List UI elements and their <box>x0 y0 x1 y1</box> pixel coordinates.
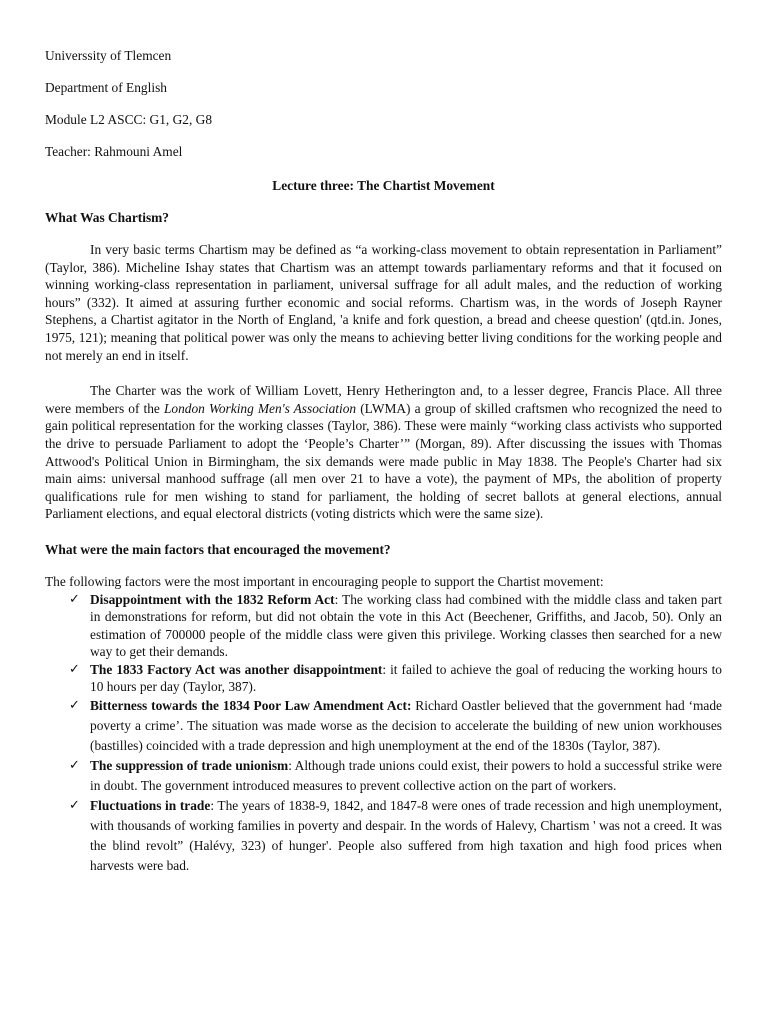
factor-text: : The years of 1838-9, 1842, and 1847-8 were ones of trade recession and high unemployment, with thousands of working families in poverty and despair. In the words of Halevy, Chartism ' was not a creed. It was the blind revolt” (Halévy, 323) of hunger'. People also suffered from high taxation and high food prices when harvests were bad. <box>90 798 722 874</box>
factors-list <box>45 591 722 877</box>
factor-title: The suppression of trade unionism <box>90 758 289 774</box>
department-name: Department of English <box>45 80 167 95</box>
section-heading-factors: What were the main factors that encouraged the movement? <box>45 541 391 557</box>
factor-title: Disappointment with the 1832 Reform Act <box>90 591 335 607</box>
factor-text: : Although trade unions could exist, their powers to hold a successful strike were in doubt. The government introduced measures to prevent collective action on the part of workers. <box>90 758 722 794</box>
list-item <box>45 661 722 696</box>
factor-text: Richard Oastler believed that the government had ‘made poverty a crime’. The situation was made worse as the decision to accelerate the building of new union workhouses (bastilles) coincided with a trade depression and high unemployment at the end of the 1830s (Taylor, 387). <box>90 698 722 754</box>
checkmark-icon: ✓ <box>69 798 80 814</box>
checkmark-icon: ✓ <box>69 698 80 714</box>
paragraph-charter <box>45 382 722 523</box>
list-item <box>45 696 722 756</box>
checkmark-icon: ✓ <box>69 758 80 774</box>
list-item <box>45 591 722 661</box>
list-item <box>45 796 722 876</box>
paragraph-charter-part1: The Charter was the work of William Lovett, Henry Hetherington and, to a lesser degree, Francis Place. All three were members of the <box>45 383 722 416</box>
module-line: Module L2 ASCC: G1, G2, G8 <box>45 112 213 127</box>
section-heading-chartism: What Was Chartism? <box>45 210 169 225</box>
document-page <box>45 47 722 876</box>
paragraph-definition: In very basic terms Chartism may be defined as “a working-class movement to obtain representation in Parliament” (Taylor, 386). Micheline Ishay states that Chartism was an attempt towards parliamentary reforms and that it focused on winning working-class representation in parliament, universal suffrage for all adult males, and the reduction of working hours” (332). It aimed at assuring further economic and social reforms. Chartism was, in the words of Joseph Rayner Stephens, a Chartist agitator in the North of England, 'a knife and fork question, a bread and cheese question' (qtd.in. Jones, 1975, 121); meaning that political power was only the means to achieving better living conditions for the working people and not merely an end in itself. <box>45 242 722 363</box>
list-item <box>45 756 722 796</box>
checkmark-icon: ✓ <box>69 661 80 677</box>
teacher-line: Teacher: Rahmouni Amel <box>45 144 183 159</box>
university-name: Universsity of Tlemcen <box>45 48 172 63</box>
checkmark-icon: ✓ <box>69 591 80 607</box>
factor-title: The 1833 Factory Act was another disappointment <box>90 661 383 677</box>
lwma-name: London Working Men's Association <box>163 400 357 416</box>
factor-text: : The working class had combined with the middle class and taken part in demonstrations for reform, but did not obtain the vote in this Act (Beechener, Griffiths, and Jacob, 50). Only an estimation of 700000 people of the middle class were given this privilege. Working classes then searched for a new way to get their demands. <box>90 591 722 660</box>
factor-text: : it failed to achieve the goal of reducing the working hours to 10 hours per day (Taylor, 387). <box>90 661 722 695</box>
factor-title: Bitterness towards the 1834 Poor Law Amendment Act: <box>90 698 412 714</box>
factors-intro: The following factors were the most important in encouraging people to support the Chartist movement: <box>45 573 604 589</box>
factor-title: Fluctuations in trade <box>90 798 211 814</box>
paragraph-charter-part2: (LWMA) a group of skilled craftsmen who recognized the need to gain political representation for the working classes (Taylor, 386). These were mainly “working class activists who supported the drive to persuade Parliament to adopt the ‘People’s Charter’” (Morgan, 89). After discussing the issues with Thomas Attwood's Political Union in Birmingham, the six demands were made public in May 1838. The People's Charter had six main aims: universal manhood suffrage (all men over 21 to have a vote), the payment of MPs, the abolition of property qualifications rule for men wishing to stand for parliament, the holding of secret ballots at general elections, annual Parliament elections, and equal electoral districts (voting districts which were the same size). <box>45 400 722 522</box>
lecture-title: Lecture three: The Chartist Movement <box>272 178 495 193</box>
